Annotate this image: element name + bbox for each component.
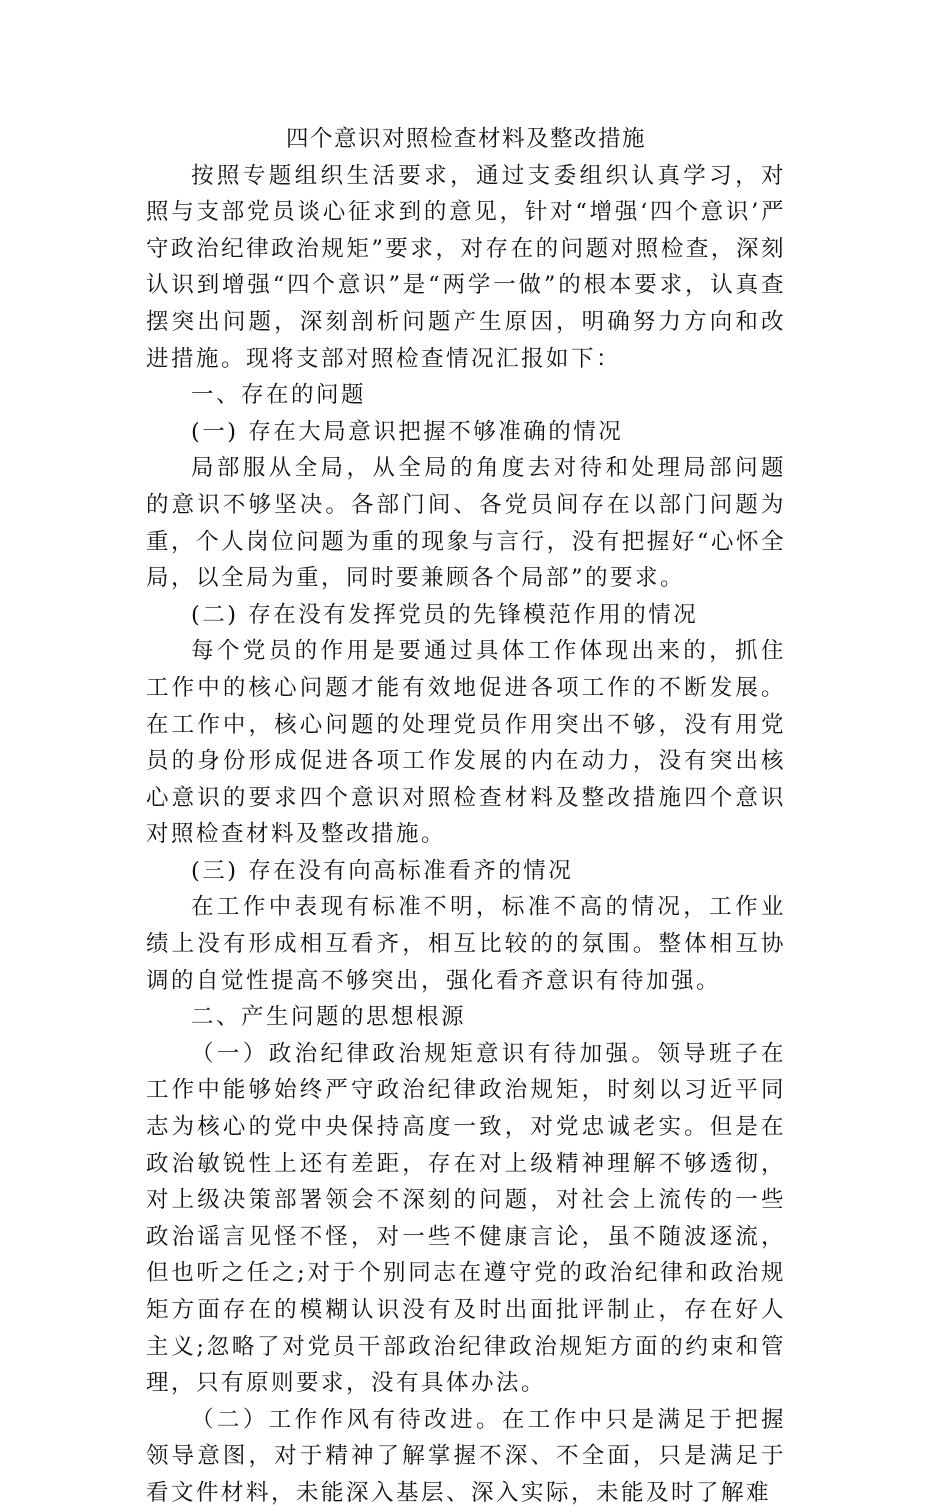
body-paragraph: （一）政治纪律政治规矩意识有待加强。领导班子在工作中能够始终严守政治纪律政治规矩，时刻以习近平同志为核心的党中央保持高度一致，对党忠诚老实。但是在政治敏锐性上还有差距，存在对上级精神理解不够透彻，对上级决策部署领会不深刻的问题，对社会上流传的一些政治谣言见怪不怪，对一些不健康言论，虽不随波逐流，但也听之任之;对于个别同志在遵守党的政治纪律和政治规矩方面存在的模糊认识没有及时出面批评制止，存在好人主义;忽略了对党员干部政治纪律政治规矩方面的约束和管理，只有原则要求，没有具体办法。: [146, 1040, 786, 1397]
body-paragraph: 每个党员的作用是要通过具体工作体现出来的，抓住工作中的核心问题才能有效地促进各项工作的不断发展。在工作中，核心问题的处理党员作用突出不够，没有用党员的身份形成促进各项工作发展的内在动力，没有突出核心意识的要求四个意识对照检查材料及整改措施四个意识对照检查材料及整改措施。: [146, 638, 786, 848]
subsection-heading-1-2: (二) 存在没有发挥党员的先锋模范作用的情况: [191, 601, 699, 628]
intro-paragraph: 按照专题组织生活要求，通过支委组织认真学习，对照与支部党员谈心征求到的意见，针对“增强‘四个意识’严守政治纪律政治规矩”要求，对存在的问题对照检查，深刻认识到增强“四个意识”是“两学一做”的根本要求，认真查摆突出问题，深刻剖析问题产生原因，明确努力方向和改进措施。现将支部对照检查情况汇报如下：: [146, 162, 786, 372]
document-body: [146, 121, 786, 1512]
subsection-heading-1-1: (一) 存在大局意识把握不够准确的情况: [191, 418, 624, 445]
body-paragraph: 局部服从全局，从全局的角度去对待和处理局部问题的意识不够坚决。各部门间、各党员间存在以部门问题为重，个人岗位问题为重的现象与言行，没有把握好“心怀全局，以全局为重，同时要兼顾各个局部”的要求。: [146, 455, 786, 592]
body-paragraph: （二）工作作风有待改进。在工作中只是满足于把握领导意图，对于精神了解掌握不深、不全面，只是满足于看文件材料，未能深入基层、深入实际，未能及时了解难: [146, 1406, 786, 1506]
document-title: 四个意识对照检查材料及整改措施: [285, 126, 646, 152]
section-heading-2: 二、产生问题的思想根源: [191, 1004, 467, 1031]
subsection-heading-1-3: (三) 存在没有向高标准看齐的情况: [191, 857, 574, 884]
section-heading-1: 一、存在的问题: [191, 382, 367, 409]
body-paragraph: 在工作中表现有标准不明，标准不高的情况，工作业绩上没有形成相互看齐，相互比较的的氛围。整体相互协调的自觉性提高不够突出，强化看齐意识有待加强。: [146, 894, 786, 994]
